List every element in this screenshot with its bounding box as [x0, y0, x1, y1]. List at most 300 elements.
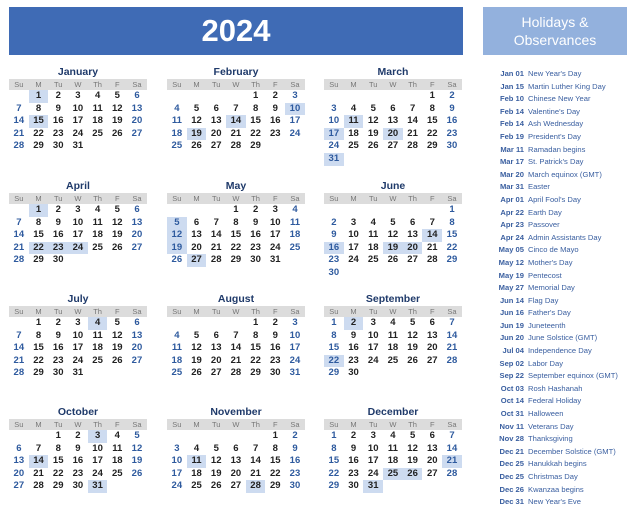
- calendar-date: 22: [250, 354, 261, 366]
- holiday-name: Pentecost: [528, 270, 562, 280]
- weekday-header: W: [68, 419, 88, 430]
- weekday-header: Tu: [48, 193, 68, 204]
- calendar-date: 28: [13, 140, 25, 152]
- holiday-date-label: Nov 11: [499, 421, 524, 431]
- calendar-date: 26: [210, 480, 222, 492]
- calendar-date: 30: [72, 480, 84, 492]
- holiday-row: [483, 282, 632, 295]
- day-grid: [167, 193, 305, 267]
- calendar-date: 3: [292, 90, 298, 101]
- calendar-date: 23: [289, 467, 301, 479]
- calendar-date: 9: [75, 442, 81, 454]
- day-grid: [9, 79, 147, 153]
- holiday-name: President's Day: [528, 131, 581, 141]
- calendar-date: 15: [250, 115, 261, 127]
- calendar-date: 8: [35, 329, 42, 341]
- calendar-date: 6: [134, 317, 140, 328]
- weekday-header: W: [68, 193, 88, 204]
- calendar-date: 29: [250, 367, 261, 379]
- calendar-date: 26: [387, 254, 399, 266]
- calendar-date: 8: [35, 216, 42, 228]
- month-july: [9, 293, 147, 380]
- calendar-date: 23: [72, 467, 84, 479]
- calendar-date: 30: [348, 480, 359, 492]
- calendar-date: 4: [292, 204, 298, 215]
- holiday-date: 14: [29, 455, 49, 468]
- holiday-name: Independence Day: [528, 346, 592, 356]
- weekday-header: Th: [246, 79, 266, 90]
- calendar-date: 29: [269, 480, 281, 492]
- calendar-date: 8: [331, 442, 337, 454]
- calendar-date: 3: [292, 317, 298, 328]
- calendar-date: 20: [131, 229, 143, 241]
- holiday-name: Halloween: [528, 409, 564, 419]
- calendar-date: 8: [331, 329, 337, 341]
- calendar-date: 15: [52, 455, 64, 467]
- calendar-date: 17: [72, 342, 84, 354]
- month-name: January: [57, 66, 99, 78]
- weekday-header: W: [68, 306, 88, 317]
- calendar-date: 8: [272, 442, 278, 454]
- calendar-date: 28: [13, 254, 25, 266]
- holiday-date: 15: [29, 115, 49, 128]
- calendar-date: 12: [191, 342, 202, 354]
- empty-cell: [206, 204, 226, 217]
- weekday-header: M: [29, 419, 49, 430]
- holiday-row: [483, 232, 632, 245]
- calendar-date: 20: [210, 354, 222, 366]
- calendar-date: 16: [52, 229, 64, 241]
- calendar-date: 26: [171, 254, 183, 266]
- year-title: 2024: [9, 7, 463, 55]
- empty-cell: [187, 430, 207, 443]
- calendar-date: 24: [72, 127, 84, 139]
- calendar-date: 7: [16, 329, 22, 341]
- holiday-row: [483, 169, 632, 182]
- calendar-date: 29: [33, 254, 44, 266]
- calendar-date: 24: [348, 254, 359, 266]
- calendar-date: 6: [390, 102, 396, 114]
- calendar-date: 17: [72, 115, 84, 127]
- calendar-date: 10: [72, 329, 84, 341]
- holiday-date: 14: [226, 115, 246, 128]
- holiday-date-label: Jun 20: [499, 333, 524, 343]
- calendar-date: 8: [233, 216, 239, 228]
- weekday-header: Tu: [48, 79, 68, 90]
- calendar-date: 7: [213, 216, 219, 228]
- calendar-date: 11: [92, 329, 103, 341]
- calendar-date: 21: [33, 467, 44, 479]
- weekday-header: M: [187, 419, 207, 430]
- holiday-date-label: Apr 22: [500, 207, 524, 217]
- calendar-date: 31: [72, 140, 84, 152]
- month-name: February: [213, 66, 259, 78]
- month-november: [167, 406, 305, 493]
- weekday-header: Su: [324, 193, 344, 204]
- calendar-date: 22: [33, 127, 44, 139]
- calendar-date: 6: [134, 90, 140, 101]
- month-march: [324, 66, 462, 166]
- calendar-date: 3: [75, 204, 81, 215]
- calendar-date: 9: [292, 442, 298, 454]
- holiday-name: Passover: [528, 220, 560, 230]
- calendar-date: 4: [174, 102, 180, 114]
- calendar-date: 15: [269, 455, 281, 467]
- holiday-date: 24: [68, 242, 88, 255]
- holiday-date: 22: [29, 242, 49, 255]
- calendar-date: 30: [52, 254, 64, 266]
- holiday-date-label: Dec 25: [499, 472, 524, 481]
- calendar-date: 11: [171, 342, 182, 354]
- holiday-date: 11: [344, 115, 364, 128]
- month-name: June: [380, 180, 406, 192]
- weekday-header: W: [226, 79, 246, 90]
- day-grid: [324, 306, 462, 380]
- empty-cell: [363, 90, 383, 103]
- calendar-date: 21: [230, 354, 242, 366]
- weekday-header: M: [29, 79, 49, 90]
- day-grid: [167, 79, 305, 153]
- calendar-date: 19: [111, 115, 123, 127]
- calendar-date: 4: [390, 430, 396, 441]
- calendar-date: 2: [252, 204, 259, 215]
- weekday-header: F: [107, 419, 127, 430]
- weekday-header: Tu: [206, 306, 226, 317]
- holiday-date-label: Dec 25: [499, 459, 524, 469]
- holiday-row: [483, 181, 632, 194]
- holiday-name: Easter: [528, 182, 550, 192]
- weekday-header: Th: [88, 79, 108, 90]
- calendar-date: 14: [250, 455, 261, 467]
- calendar-date: 7: [449, 317, 455, 328]
- weekday-header: Sa: [285, 79, 305, 90]
- calendar-date: 7: [252, 442, 259, 454]
- calendar-date: 30: [328, 266, 340, 278]
- calendar-date: 27: [131, 127, 143, 139]
- calendar-date: 12: [407, 442, 418, 454]
- calendar-date: 30: [52, 140, 64, 152]
- calendar-date: 8: [252, 329, 259, 341]
- calendar-date: 29: [52, 480, 64, 492]
- calendar-date: 29: [446, 254, 458, 266]
- weekday-header: Tu: [206, 419, 226, 430]
- calendar-date: 7: [449, 430, 455, 441]
- calendar-date: 29: [33, 140, 44, 152]
- calendar-date: 30: [446, 140, 458, 152]
- holiday-row: [483, 358, 632, 371]
- holiday-row: [483, 93, 632, 106]
- empty-cell: [29, 430, 49, 443]
- holiday-row: [483, 345, 632, 358]
- weekday-header: Tu: [48, 419, 68, 430]
- calendar-date: 28: [210, 254, 222, 266]
- calendar-date: 16: [250, 229, 261, 241]
- calendar-date: 24: [72, 354, 84, 366]
- holiday-date-label: Dec 26: [499, 484, 524, 494]
- holiday-row: [483, 106, 632, 119]
- calendar-date: 22: [230, 241, 242, 253]
- calendar-date: 10: [367, 329, 379, 341]
- calendar-date: 15: [230, 229, 242, 241]
- calendar-date: 11: [92, 102, 103, 114]
- calendar-date: 12: [131, 442, 143, 454]
- empty-cell: [383, 204, 403, 217]
- calendar-date: 7: [429, 216, 435, 228]
- calendar-date: 20: [13, 467, 25, 479]
- holiday-row: [483, 131, 632, 144]
- month-april: [9, 180, 147, 267]
- holiday-name: Thanksgiving: [528, 434, 573, 444]
- holiday-name: December Solstice (GMT): [528, 446, 616, 456]
- calendar-date: 2: [55, 204, 61, 215]
- holiday-name: Cinco de Mayo: [528, 245, 579, 255]
- calendar-date: 1: [35, 317, 42, 328]
- empty-cell: [187, 204, 207, 217]
- holiday-row: [483, 496, 632, 509]
- calendar-date: 13: [230, 455, 242, 467]
- weekday-header: M: [344, 306, 364, 317]
- calendar-date: 8: [55, 442, 61, 454]
- weekday-header: Tu: [206, 193, 226, 204]
- calendar-date: 24: [289, 354, 301, 366]
- calendar-date: 7: [233, 329, 239, 341]
- calendar-date: 16: [52, 342, 64, 354]
- weekday-header: M: [344, 419, 364, 430]
- holiday-date: 31: [324, 153, 344, 166]
- weekday-header: W: [383, 419, 403, 430]
- day-grid: [167, 306, 305, 380]
- day-grid: [167, 419, 305, 493]
- calendar-date: 8: [429, 102, 435, 114]
- weekday-header: Su: [167, 306, 187, 317]
- calendar-date: 2: [449, 90, 455, 101]
- holiday-date-label: May 27: [498, 283, 524, 293]
- calendar-date: 13: [407, 229, 418, 241]
- holiday-date-label: Feb 19: [499, 131, 524, 141]
- weekday-header: Su: [324, 79, 344, 90]
- weekday-header: Sa: [285, 419, 305, 430]
- holiday-row: [483, 408, 632, 421]
- calendar-date: 20: [131, 115, 143, 127]
- month-name: November: [210, 406, 262, 418]
- calendar-date: 6: [134, 204, 140, 215]
- calendar-date: 2: [55, 317, 61, 328]
- holiday-name: Mother's Day: [528, 257, 573, 267]
- calendar-date: 6: [16, 442, 22, 454]
- calendar-date: 26: [111, 354, 123, 366]
- holiday-row: [483, 433, 632, 446]
- calendar-date: 27: [13, 480, 25, 492]
- calendar-date: 6: [409, 216, 416, 228]
- weekday-header: F: [422, 419, 442, 430]
- calendar-date: 3: [370, 430, 376, 441]
- calendar-date: 21: [13, 354, 25, 366]
- calendar-date: 4: [94, 204, 101, 215]
- calendar-date: 12: [210, 455, 222, 467]
- holiday-row: [483, 307, 632, 320]
- calendar-date: 20: [191, 241, 202, 253]
- weekday-header: Su: [167, 419, 187, 430]
- calendar-date: 27: [426, 467, 438, 479]
- day-grid: [324, 79, 462, 166]
- holiday-date: 20: [383, 128, 403, 141]
- weekday-header: M: [344, 193, 364, 204]
- calendar-date: 12: [407, 329, 418, 341]
- calendar-date: 21: [230, 127, 242, 139]
- holiday-name: Martin Luther King Day: [528, 81, 606, 91]
- empty-cell: [363, 204, 383, 217]
- calendar-date: 7: [233, 102, 239, 114]
- calendar-date: 11: [387, 442, 398, 454]
- calendar-date: 25: [367, 254, 379, 266]
- calendar-date: 19: [131, 455, 143, 467]
- holiday-date: 21: [442, 455, 462, 468]
- holiday-date: 22: [324, 355, 344, 368]
- calendar-date: 4: [350, 102, 357, 114]
- calendar-date: 31: [72, 367, 84, 379]
- weekday-header: M: [344, 79, 364, 90]
- calendar-date: 3: [350, 216, 357, 228]
- holiday-name: Flag Day: [528, 295, 559, 305]
- holiday-date-label: Nov 28: [499, 434, 524, 444]
- weekday-header: Tu: [48, 306, 68, 317]
- holiday-date-label: May 19: [498, 270, 524, 280]
- holiday-row: [483, 383, 632, 396]
- calendar-date: 25: [171, 140, 183, 152]
- calendar-date: 14: [446, 329, 458, 341]
- calendar-date: 31: [289, 367, 301, 379]
- calendar-date: 18: [387, 455, 399, 467]
- calendar-date: 17: [348, 241, 359, 253]
- calendar-date: 1: [55, 430, 61, 441]
- calendar-date: 25: [387, 354, 399, 366]
- weekday-header: Th: [246, 419, 266, 430]
- calendar-date: 11: [92, 216, 103, 228]
- holiday-date-label: Feb 10: [499, 94, 524, 104]
- calendar-date: 16: [446, 115, 458, 127]
- empty-cell: [344, 204, 364, 217]
- empty-cell: [167, 90, 187, 103]
- empty-cell: [226, 430, 246, 443]
- holiday-date: 1: [29, 204, 49, 217]
- weekday-header: W: [383, 79, 403, 90]
- calendar-date: 18: [348, 127, 359, 139]
- holiday-date-label: Oct 03: [500, 383, 524, 393]
- weekday-header: W: [226, 193, 246, 204]
- empty-cell: [187, 317, 207, 330]
- calendar-date: 15: [328, 342, 340, 354]
- weekday-header: Tu: [363, 419, 383, 430]
- calendar-date: 18: [191, 467, 202, 479]
- calendar-date: 4: [94, 90, 101, 101]
- holiday-row: [483, 207, 632, 220]
- weekday-header: Sa: [442, 79, 462, 90]
- holiday-row: [483, 471, 632, 484]
- holiday-date: 10: [285, 103, 305, 116]
- holiday-date-label: Mar 31: [499, 182, 524, 192]
- weekday-header: Su: [324, 419, 344, 430]
- calendar-date: 17: [92, 455, 103, 467]
- calendar-date: 2: [272, 90, 278, 101]
- calendar-date: 28: [446, 354, 458, 366]
- calendar-date: 10: [269, 216, 281, 228]
- calendar-date: 5: [213, 442, 219, 454]
- calendar-date: 22: [250, 127, 261, 139]
- calendar-date: 11: [171, 115, 182, 127]
- empty-cell: [344, 90, 364, 103]
- calendar-date: 15: [250, 342, 261, 354]
- calendar-date: 22: [52, 467, 64, 479]
- weekday-header: Th: [246, 193, 266, 204]
- empty-cell: [403, 90, 423, 103]
- weekday-header: Sa: [127, 306, 147, 317]
- calendar-date: 5: [409, 317, 416, 328]
- month-name: September: [365, 293, 421, 305]
- holiday-date-label: Feb 14: [499, 106, 524, 116]
- holiday-date-label: Dec 31: [499, 497, 524, 507]
- calendar-date: 16: [348, 342, 359, 354]
- calendar-date: 22: [269, 467, 281, 479]
- holiday-date-label: Oct 14: [500, 396, 524, 406]
- calendar-date: 6: [233, 442, 239, 454]
- calendar-date: 7: [16, 102, 22, 114]
- calendar-date: 19: [111, 229, 123, 241]
- empty-cell: [403, 204, 423, 217]
- calendar-date: 9: [272, 102, 278, 114]
- weekday-header: Sa: [285, 193, 305, 204]
- calendar-date: 12: [111, 102, 123, 114]
- holiday-name: New Year's Day: [528, 69, 582, 78]
- calendar-date: 24: [92, 467, 103, 479]
- month-february: [167, 66, 305, 153]
- weekday-header: F: [422, 306, 442, 317]
- month-august: [167, 293, 305, 380]
- calendar-date: 9: [449, 102, 455, 114]
- weekday-header: M: [187, 306, 207, 317]
- calendar-date: 26: [407, 354, 418, 366]
- holiday-date-label: Apr 01: [500, 194, 524, 204]
- holiday-date-label: Jan 01: [500, 69, 524, 78]
- holiday-date-label: May 12: [498, 257, 524, 267]
- calendar-date: 30: [52, 367, 64, 379]
- holiday-name: April Fool's Day: [528, 194, 581, 204]
- calendar-date: 22: [426, 127, 438, 139]
- calendar-date: 25: [111, 467, 123, 479]
- calendar-date: 4: [390, 317, 396, 328]
- month-september: [324, 293, 462, 380]
- weekday-header: Sa: [442, 193, 462, 204]
- holiday-date-label: Sep 22: [499, 371, 524, 381]
- weekday-header: M: [187, 193, 207, 204]
- calendar-date: 28: [230, 367, 242, 379]
- calendar-date: 18: [92, 115, 103, 127]
- calendar-date: 1: [331, 430, 337, 441]
- calendar-date: 16: [269, 342, 281, 354]
- calendar-date: 19: [111, 342, 123, 354]
- weekday-header: F: [422, 79, 442, 90]
- holiday-date: 14: [422, 229, 442, 242]
- month-name: December: [367, 406, 419, 418]
- holiday-date: 25: [383, 468, 403, 481]
- holiday-row: [483, 244, 632, 257]
- calendar-date: 26: [111, 127, 123, 139]
- holiday-date: 5: [167, 217, 187, 230]
- holiday-row: [483, 257, 632, 270]
- calendar-date: 30: [289, 480, 301, 492]
- holiday-name: St. Patrick's Day: [528, 157, 584, 167]
- calendar-date: 1: [331, 317, 337, 328]
- calendar-date: 10: [72, 216, 84, 228]
